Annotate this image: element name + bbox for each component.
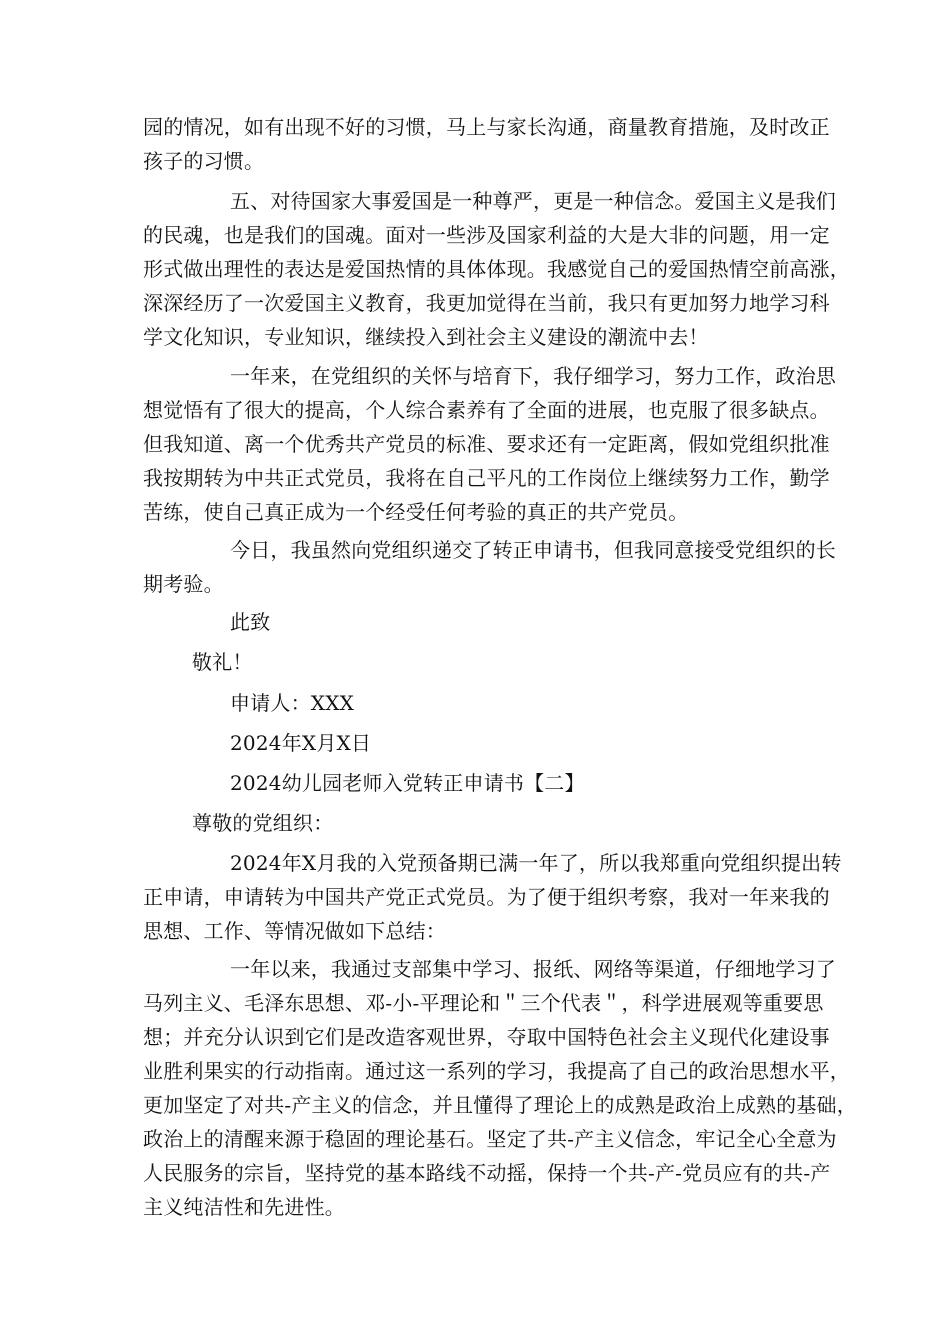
- paragraph-line: 想觉悟有了很大的提高，个人综合素养有了全面的进展，也克服了很多缺点。: [143, 398, 830, 422]
- paragraph-line: 今日，我虽然向党组织递交了转正申请书，但我同意接受党组织的长: [230, 538, 836, 562]
- paragraph-line: 五、对待国家大事爱国是一种尊严，更是一种信念。爱国主义是我们: [230, 189, 836, 213]
- paragraph-line: 主义纯洁性和先进性。: [143, 1195, 345, 1219]
- paragraph-line: 政治上的清醒来源于稳固的理论基石。坚定了共-产主义信念，牢记全心全意为: [143, 1127, 837, 1151]
- paragraph-line: 业胜利果实的行动指南。通过这一系列的学习，我提高了自己的政治思想水平，: [143, 1059, 850, 1083]
- paragraph-line: 学文化知识，专业知识，继续投入到社会主义建设的潮流中去！: [143, 325, 709, 349]
- paragraph-line: 园的情况，如有出现不好的习惯，马上与家长沟通，商量教育措施，及时改正: [143, 115, 830, 139]
- paragraph-line: 期考验。: [143, 572, 224, 596]
- paragraph-line: 的民魂，也是我们的国魂。面对一些涉及国家利益的大是大非的问题，用一定: [143, 223, 830, 247]
- salutation-line: 敬礼！: [192, 650, 253, 674]
- paragraph-line: 人民服务的宗旨，坚持党的基本路线不动摇，保持一个共-产-党员应有的共-产: [143, 1161, 831, 1185]
- paragraph-line: 我按期转为中共正式党员，我将在自己平凡的工作岗位上继续努力工作，勤学: [143, 466, 830, 490]
- paragraph-line: 苦练，使自己真正成为一个经受任何考验的真正的共产党员。: [143, 500, 689, 524]
- paragraph-line: 2024年X月我的入党预备期已满一年了，所以我郑重向党组织提出转: [230, 851, 842, 875]
- paragraph-line: 但我知道、离一个优秀共产党员的标准、要求还有一定距离，假如党组织批准: [143, 432, 830, 456]
- paragraph-line: 一年以来，我通过支部集中学习、报纸、网络等渠道，仔细地学习了: [230, 957, 836, 981]
- paragraph-line: 一年来，在党组织的关怀与培育下，我仔细学习，努力工作，政治思: [230, 364, 836, 388]
- paragraph-line: 形式做出理性的表达是爱国热情的具体体现。我感觉自己的爱国热情空前高涨，: [143, 257, 850, 281]
- applicant-line: 申请人：XXX: [230, 691, 355, 715]
- paragraph-line: 孩子的习惯。: [143, 149, 265, 173]
- paragraph-line: 更加坚定了对共-产主义的信念，并且懂得了理论上的成熟是政治上成熟的基础，: [143, 1093, 857, 1117]
- paragraph-line: 想；并充分认识到它们是改造客观世界，夺取中国特色社会主义现代化建设事: [143, 1025, 830, 1049]
- paragraph-line: 深深经历了一次爱国主义教育，我更加觉得在当前，我只有更加努力地学习科: [143, 291, 830, 315]
- paragraph-line: 正申请，申请转为中国共产党正式党员。为了便于组织考察，我对一年来我的: [143, 885, 830, 909]
- section-heading: 2024幼儿园老师入党转正申请书【二】: [230, 771, 585, 795]
- closing-line: 此致: [230, 610, 271, 634]
- greeting-line: 尊敬的党组织：: [192, 811, 334, 835]
- paragraph-line: 马列主义、毛泽东思想、邓-小-平理论和＂三个代表＂，科学进展观等重要思: [143, 991, 824, 1015]
- date-line: 2024年X月X日: [230, 731, 372, 755]
- paragraph-line: 思想、工作、等情况做如下总结：: [143, 919, 446, 943]
